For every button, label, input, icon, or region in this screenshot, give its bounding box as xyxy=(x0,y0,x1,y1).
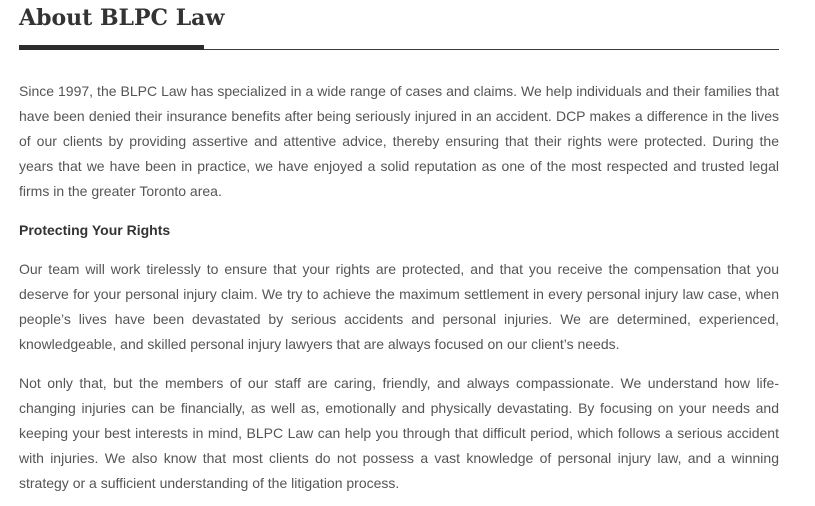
staff-paragraph: Not only that, but the members of our staff are caring, friendly, and always compassionate. We understand how life-changing injuries can be financially, as well as, emotionally and physically devastating. By focusing on your needs and keeping your best interests in mind, BLPC Law can help you through that difficult period, which follows a serious accident with injuries. We also know that most clients do not possess a vast knowledge of personal injury law, and a winning strategy or a sufficient understanding of the litigation process. xyxy=(19,375,779,491)
page-title: About BLPC Law xyxy=(19,5,225,31)
intro-paragraph: Since 1997, the BLPC Law has specialized in a wide range of cases and claims. We help individuals and their families that have been denied their insurance benefits after being seriously injured in an accident. DCP makes a difference in the lives of our clients by providing assertive and attentive advice, thereby ensuring that their rights were protected. During the years that we have been in practice, we have enjoyed a solid reputation as one of the most respected and trusted legal firms in the greater Toronto area. xyxy=(19,83,779,199)
subheading-protecting-rights: Protecting Your Rights xyxy=(19,222,171,238)
section-header xyxy=(19,0,779,50)
team-paragraph: Our team will work tirelessly to ensure that your rights are protected, and that you receive the compensation that you deserve for your personal injury claim. We try to achieve the maximum settlement in every personal injury law case, when people’s lives have been devastated by serious accidents and personal injuries. We are determined, experienced, knowledgeable, and skilled personal injury lawyers that are always focused on our client’s needs. xyxy=(19,261,779,352)
about-section xyxy=(19,0,779,496)
title-underline-accent xyxy=(19,45,204,50)
